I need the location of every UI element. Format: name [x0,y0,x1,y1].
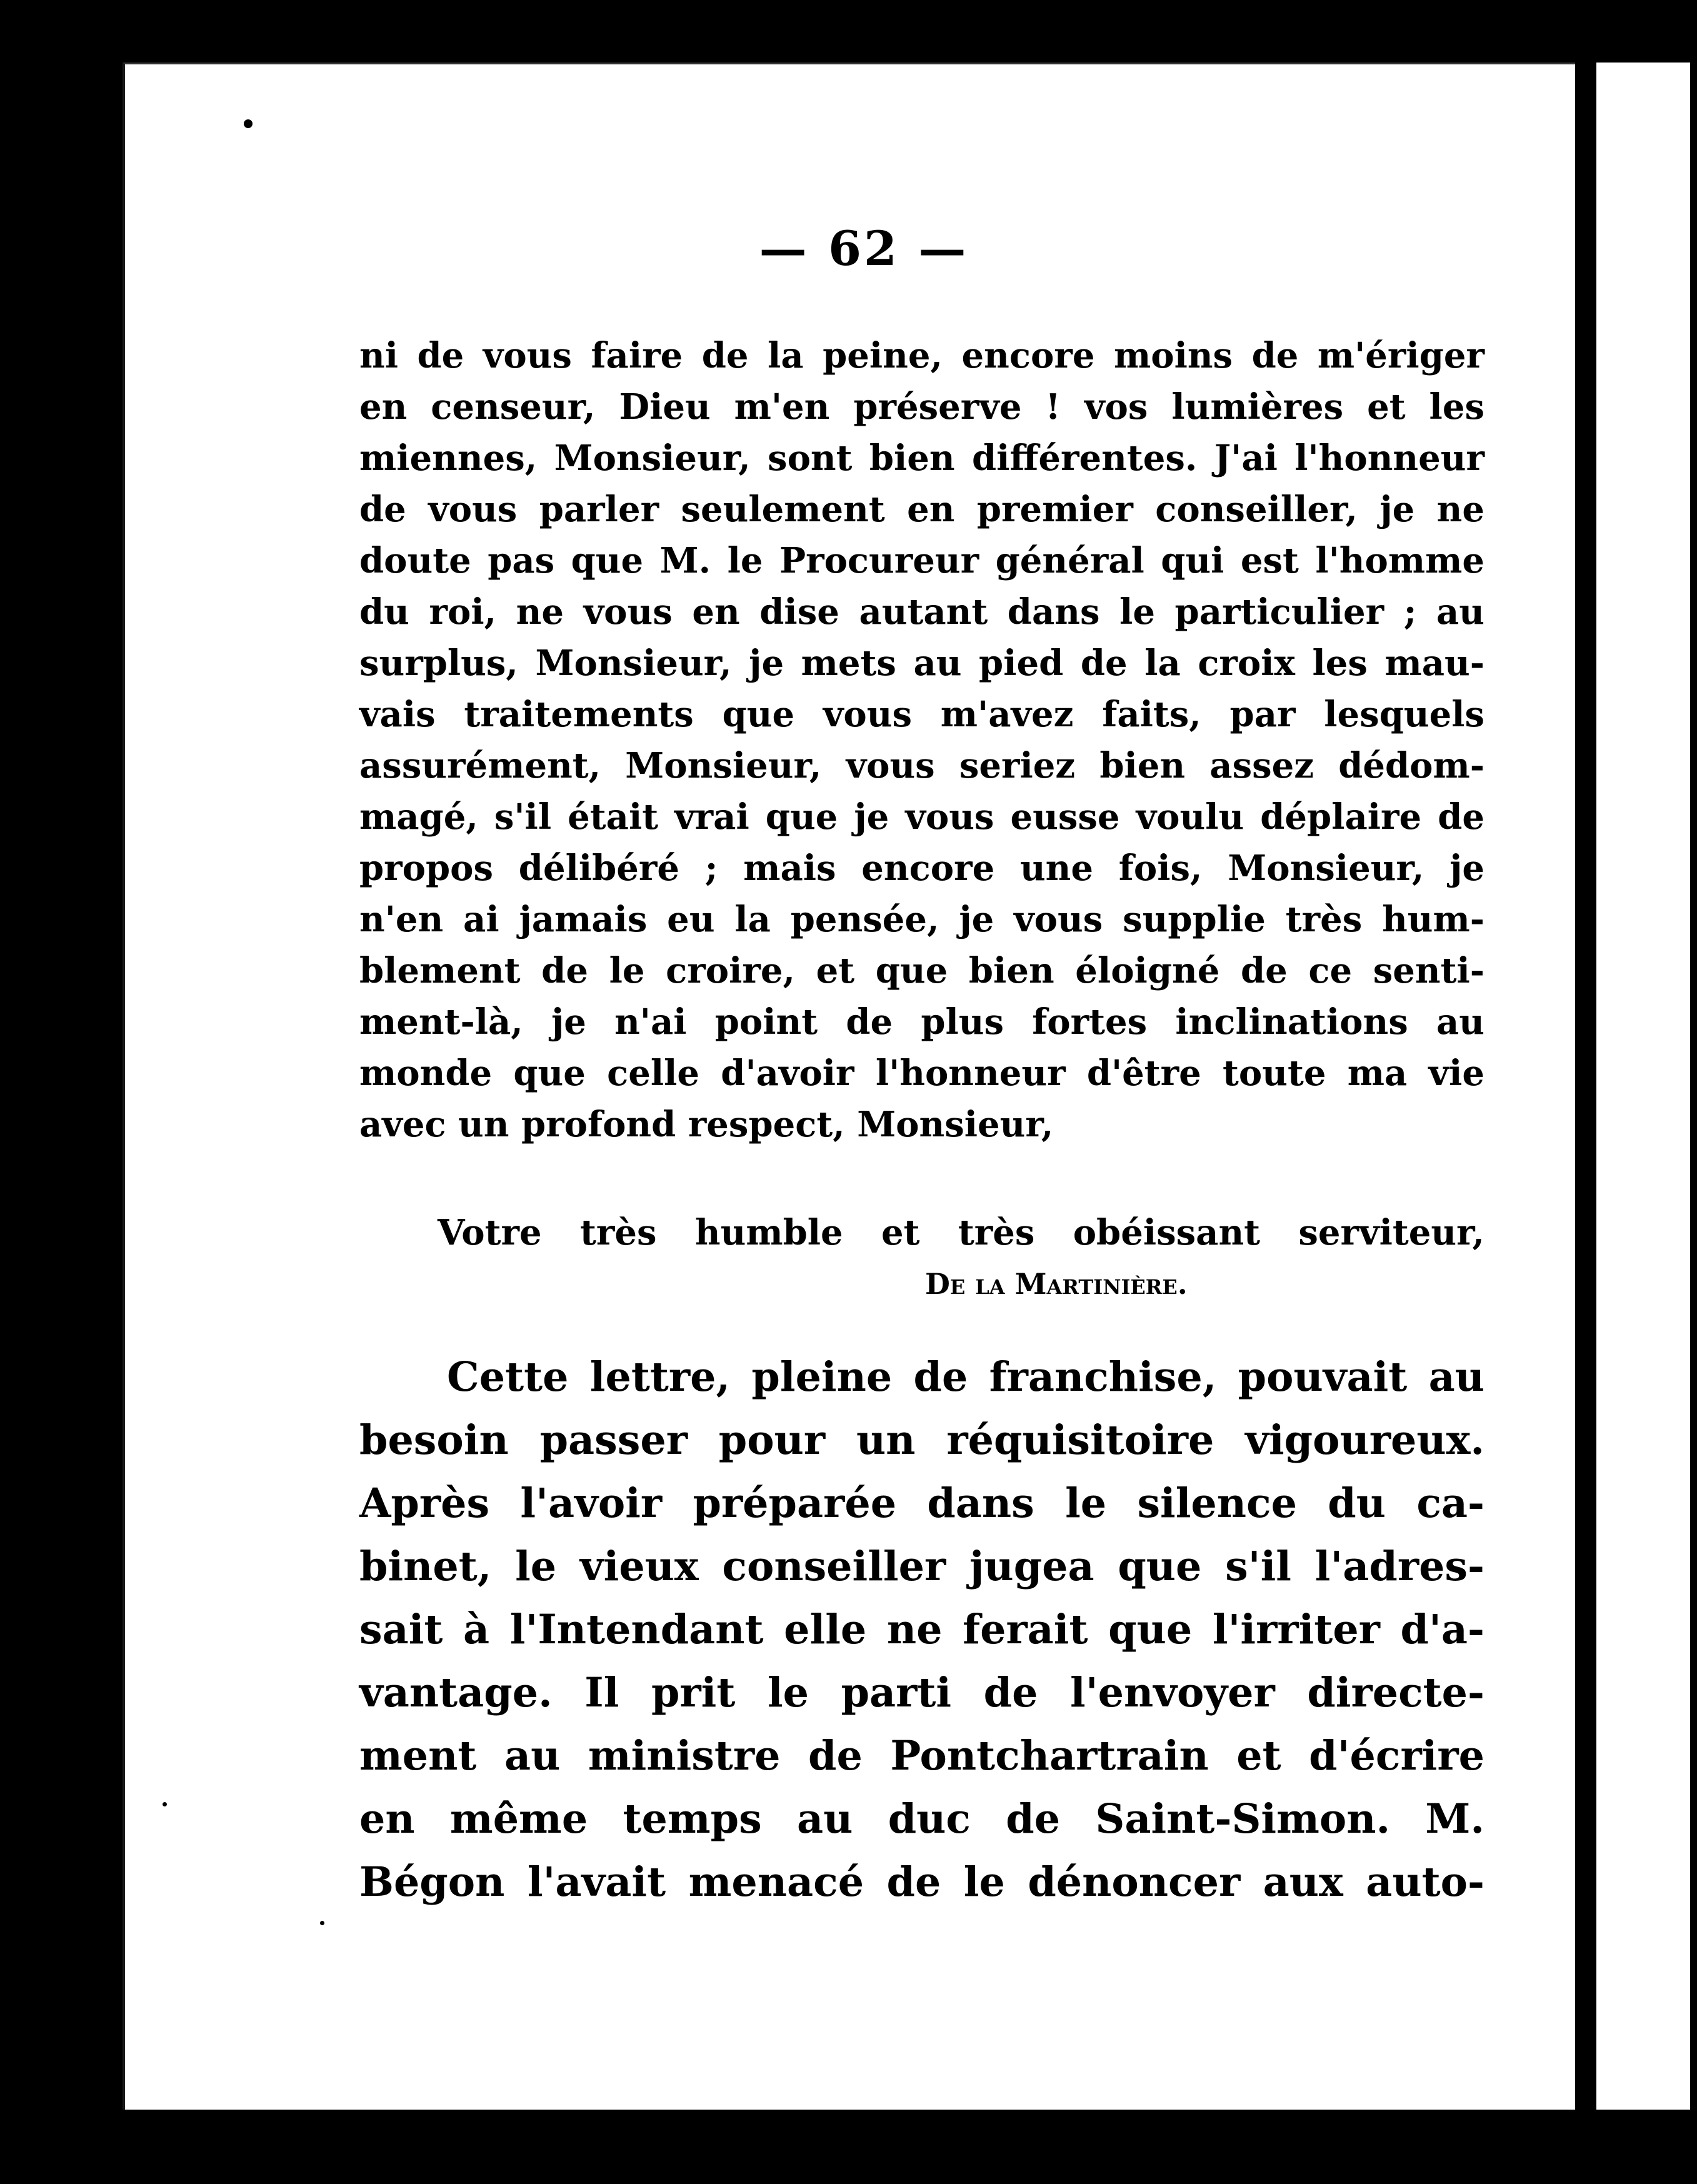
letter-line: assurément, Monsieur, vous seriez bien assez dédom- [359,745,1484,786]
letter-line: ment-là, je n'ai point de plus fortes inclinations au [359,1001,1484,1043]
letter-line: avec un profond respect, Monsieur, [359,1104,1054,1145]
page-number: — 62 — [759,221,969,276]
letter-line: magé, s'il était vrai que je vous eusse voulu déplaire de [359,796,1484,838]
letter-line: n'en ai jamais eu la pensée, je vous supplie très hum- [359,899,1484,940]
paragraph-line: vantage. Il prit le parti de l'envoyer directe- [359,1669,1484,1716]
paragraph-line: Cette lettre, pleine de franchise, pouvait au [447,1353,1484,1401]
ink-speck [163,1802,167,1806]
paragraph-line: ment au ministre de Pontchartrain et d'écrire [359,1732,1484,1780]
paragraph-line: en même temps au duc de Saint-Simon. M. [359,1795,1484,1843]
letter-line: miennes, Monsieur, sont bien différentes. J'ai l'honneur [359,438,1484,479]
paragraph-line: Après l'avoir préparée dans le silence du ca- [359,1480,1484,1527]
letter-line: monde que celle d'avoir l'honneur d'être toute ma vie [359,1053,1484,1094]
letter-line: en censeur, Dieu m'en préserve ! vos lumières et les [359,386,1484,428]
letter-line: ni de vous faire de la peine, encore moins de m'ériger [359,335,1484,376]
letter-line: propos délibéré ; mais encore une fois, Monsieur, je [359,848,1484,889]
page-gutter-shadow [1575,63,1596,2110]
paragraph-line: besoin passer pour un réquisitoire vigoureux. [359,1416,1484,1464]
next-page-edge [1596,63,1690,2110]
paragraph-line: binet, le vieux conseiller jugea que s'il l'adres- [359,1543,1484,1590]
paragraph-line: sait à l'Intendant elle ne ferait que l'irriter d'a- [359,1606,1484,1653]
letter-line: vais traitements que vous m'avez faits, par lesquels [359,694,1484,735]
letter-closing: Votre très humble et très obéissant serviteur, [438,1212,1484,1253]
ink-speck [244,119,253,128]
paragraph-line: Bégon l'avait menacé de le dénoncer aux auto- [359,1858,1484,1906]
letter-text [359,330,1484,1150]
book-page [123,63,1600,2110]
narrative-paragraph [359,1346,1484,1914]
letter-line: surplus, Monsieur, je mets au pied de la croix les mau- [359,643,1484,684]
letter-line: de vous parler seulement en premier conseiller, je ne [359,489,1484,530]
letter-signature: De la Martinière. [925,1267,1188,1301]
letter-line: blement de le croire, et que bien éloigné de ce senti- [359,950,1484,991]
ink-speck [320,1921,324,1925]
letter-line: du roi, ne vous en dise autant dans le particulier ; au [359,591,1484,633]
letter-line: doute pas que M. le Procureur général qui est l'homme [359,540,1484,581]
